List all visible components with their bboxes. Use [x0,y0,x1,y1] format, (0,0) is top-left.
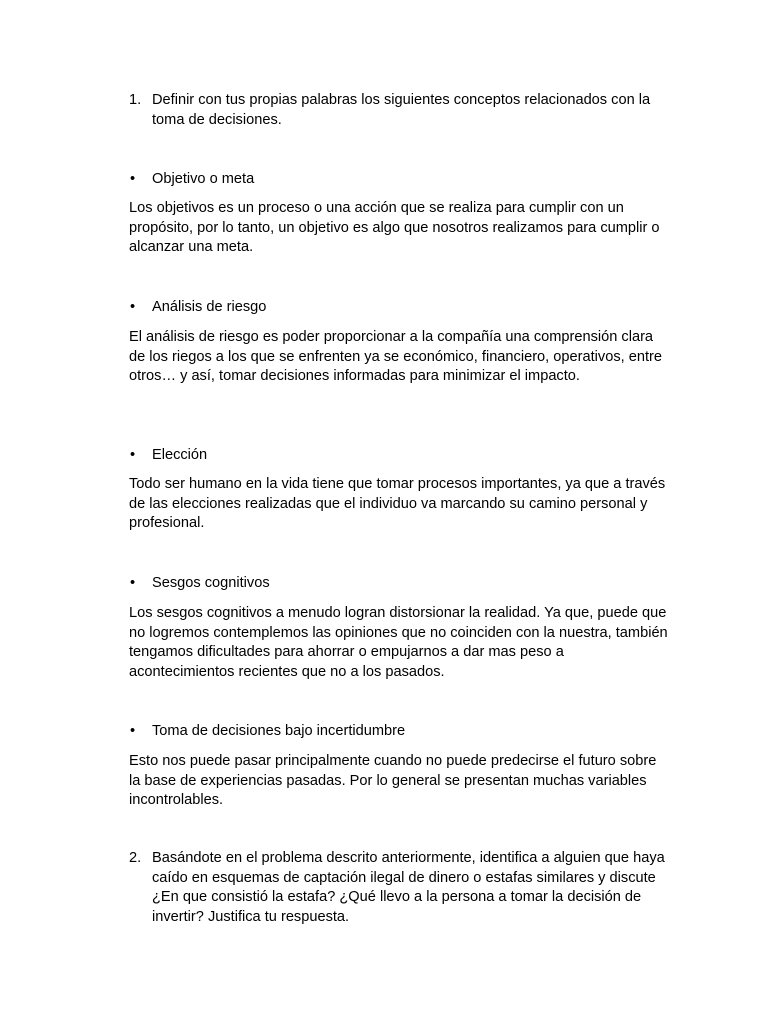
bullet-marker: • [130,299,136,315]
section-body-objetivo: Los objetivos es un proceso o una acción que se realiza para cumplir con un propósito, por lo tanto, un objetivo es algo que nosotros realizamos para cumplir o alcanzar una meta. [129,200,660,255]
section-heading: Análisis de riesgo [152,299,267,315]
bullet-heading-analisis [129,298,669,318]
bullet-heading-sesgos [129,574,669,594]
bullet-marker: • [130,575,136,591]
question-1-text: Definir con tus propias palabras los siguientes conceptos relacionados con la toma de decisiones. [152,92,651,128]
question-2 [129,849,669,927]
section-body-eleccion: Todo ser humano en la vida tiene que tomar procesos importantes, ya que a través de las elecciones realizadas que el individuo va marcando su camino personal y profesional. [129,476,666,531]
section-heading: Elección [152,447,208,463]
section-body-analisis: El análisis de riesgo es poder proporcionar a la compañía una comprensión clara de los riegos a los que se enfrenten ya se económico, financiero, operativos, entre otros… y así, tomar decisiones informadas para minimizar el impacto. [129,329,662,384]
question-2-number: 2. [129,850,142,866]
bullet-marker: • [130,723,136,739]
question-2-text: Basándote en el problema descrito anteriormente, identifica a alguien que haya caído en esquemas de captación ilegal de dinero o estafas similares y discute ¿En que consistió la estafa? ¿Qué llevo a la persona a tomar la decisión de invertir? Justifica tu respuesta. [152,850,665,925]
question-1 [129,91,669,130]
question-1-number: 1. [129,92,142,108]
bullet-heading-eleccion [129,446,669,466]
section-body-incertidumbre: Esto nos puede pasar principalmente cuando no puede predecirse el futuro sobre la base de experiencias pasadas. Por lo general se presentan muchas variables incontrolables. [129,753,657,808]
bullet-marker: • [130,171,136,187]
section-heading: Sesgos cognitivos [152,575,270,591]
section-heading: Toma de decisiones bajo incertidumbre [152,723,406,739]
section-body-sesgos: Los sesgos cognitivos a menudo logran distorsionar la realidad. Ya que, puede que no logremos contemplemos las opiniones que no coinciden con la nuestra, también tengamos dificultades para ahorrar o empujarnos a dar mas peso a acontecimientos recientes que no a los pasados. [129,605,668,680]
bullet-marker: • [130,447,136,463]
bullet-heading-incertidumbre [129,722,669,742]
bullet-heading-objetivo [129,170,669,190]
section-heading: Objetivo o meta [152,171,255,187]
